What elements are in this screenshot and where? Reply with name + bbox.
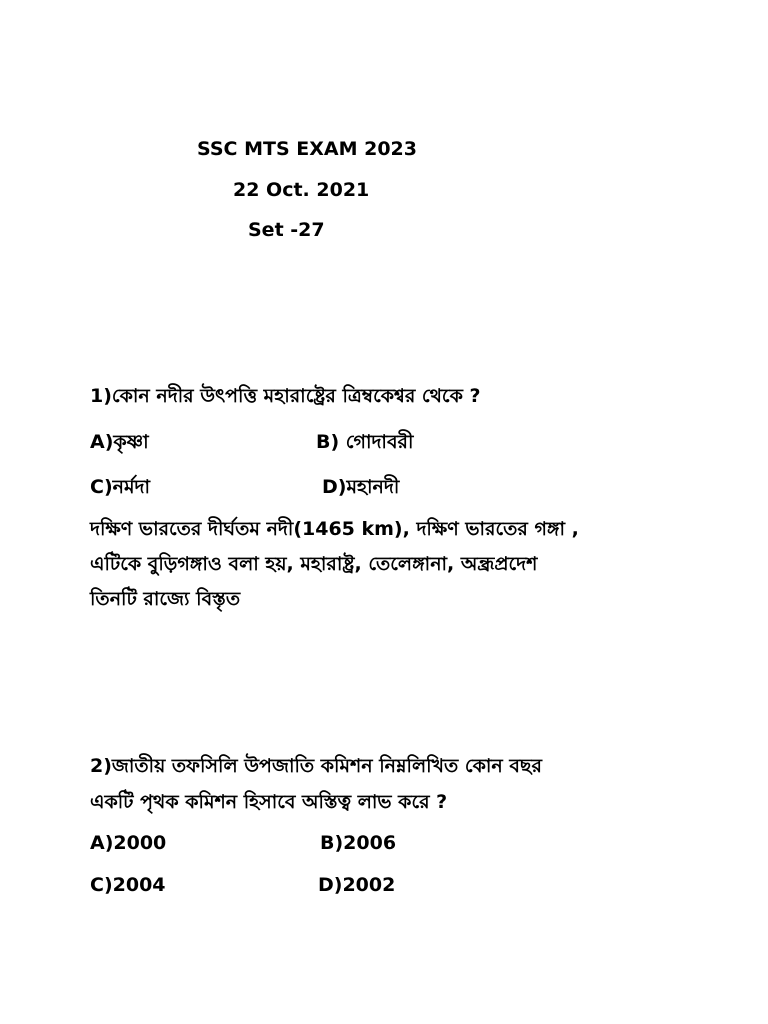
question-1-option-a: A)কৃষ্ণা [90, 431, 149, 453]
question-1-option-c: C)নর্মদা [90, 476, 151, 498]
question-1-text: 1)কোন নদীর উৎপত্তি মহারাষ্ট্রের ত্রিম্বকেশ্বর থেকে ? [90, 385, 481, 407]
question-2-option-c: C)2004 [90, 874, 166, 896]
question-1-option-d: D)মহানদী [322, 476, 400, 498]
question-1-option-b: B) গোদাবরী [316, 431, 414, 453]
question-1-explanation-line-3: তিনটি রাজ্যে বিস্তৃত [90, 588, 241, 610]
question-2-option-a: A)2000 [90, 832, 167, 854]
question-2-option-d: D)2002 [318, 874, 396, 896]
question-2-text-line-1: 2)জাতীয় তফসিলি উপজাতি কমিশন নিম্নলিখিত কোন বছর [90, 755, 542, 777]
question-2-text-line-2: একটি পৃথক কমিশন হিসাবে অস্তিত্ব লাভ করে ? [90, 791, 448, 813]
question-2-option-b: B)2006 [320, 832, 397, 854]
question-1-explanation-line-2: এটিকে বুড়িগঙ্গাও বলা হয়, মহারাষ্ট্র, তেলেঙ্গানা, অন্ধ্রপ্রদেশ [90, 553, 538, 575]
exam-set: Set -27 [248, 219, 325, 241]
exam-date: 22 Oct. 2021 [233, 179, 370, 201]
exam-title: SSC MTS EXAM 2023 [197, 138, 417, 160]
question-1-explanation-line-1: দক্ষিণ ভারতের দীর্ঘতম নদী(1465 km), দক্ষিণ ভারতের গঙ্গা , [90, 518, 579, 540]
